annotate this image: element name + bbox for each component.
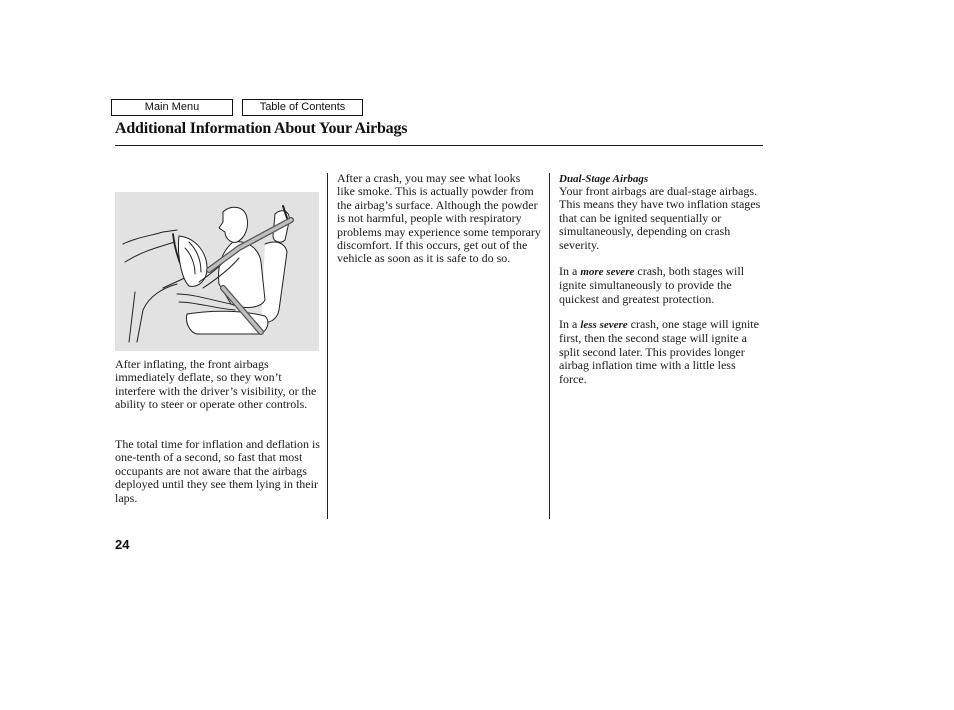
column-divider <box>549 173 550 519</box>
table-of-contents-button[interactable]: Table of Contents <box>242 99 363 116</box>
more-severe-emphasis: more severe <box>580 266 635 278</box>
less-severe-emphasis: less severe <box>580 319 628 331</box>
dual-stage-heading: Dual-Stage Airbags <box>559 173 649 185</box>
title-divider <box>115 145 763 146</box>
smoke-powder-paragraph: After a crash, you may see what looks like smoke. This is actually powder from the airbag’s surface. Although the powder is not harmful, people with respiratory problems may experience some temporary discomfort. If this occurs, get out of the vehicle as soon as it is safe to do so. <box>337 171 541 266</box>
more-severe-paragraph: In a more severe crash, both stages will ignite simultaneously to provide the quickest and greatest protection. <box>559 264 745 306</box>
main-menu-button[interactable]: Main Menu <box>111 99 233 116</box>
airbag-deployment-illustration <box>115 192 319 351</box>
page-title: Additional Information About Your Airbags <box>115 120 408 137</box>
dual-stage-paragraph: Your front airbags are dual-stage airbags. This means they have two inflation stages that can be ignited sequentially or simultaneously, depending on crash severity. <box>559 184 761 252</box>
inflation-time-paragraph: The total time for inflation and deflation is one-tenth of a second, so fast that most occupants are not aware that the airbags deployed until they see them lying in their laps. <box>115 437 320 505</box>
column-divider <box>327 173 328 519</box>
deflation-paragraph: After inflating, the front airbags immediately deflate, so they won’t interfere with the driver’s visibility, or the ability to steer or operate other controls. <box>115 357 317 412</box>
page-number: 24 <box>115 537 130 552</box>
less-severe-paragraph: In a less severe crash, one stage will ignite first, then the second stage will ignite a split second later. This provides longer airbag inflation time with a little less force. <box>559 317 759 386</box>
